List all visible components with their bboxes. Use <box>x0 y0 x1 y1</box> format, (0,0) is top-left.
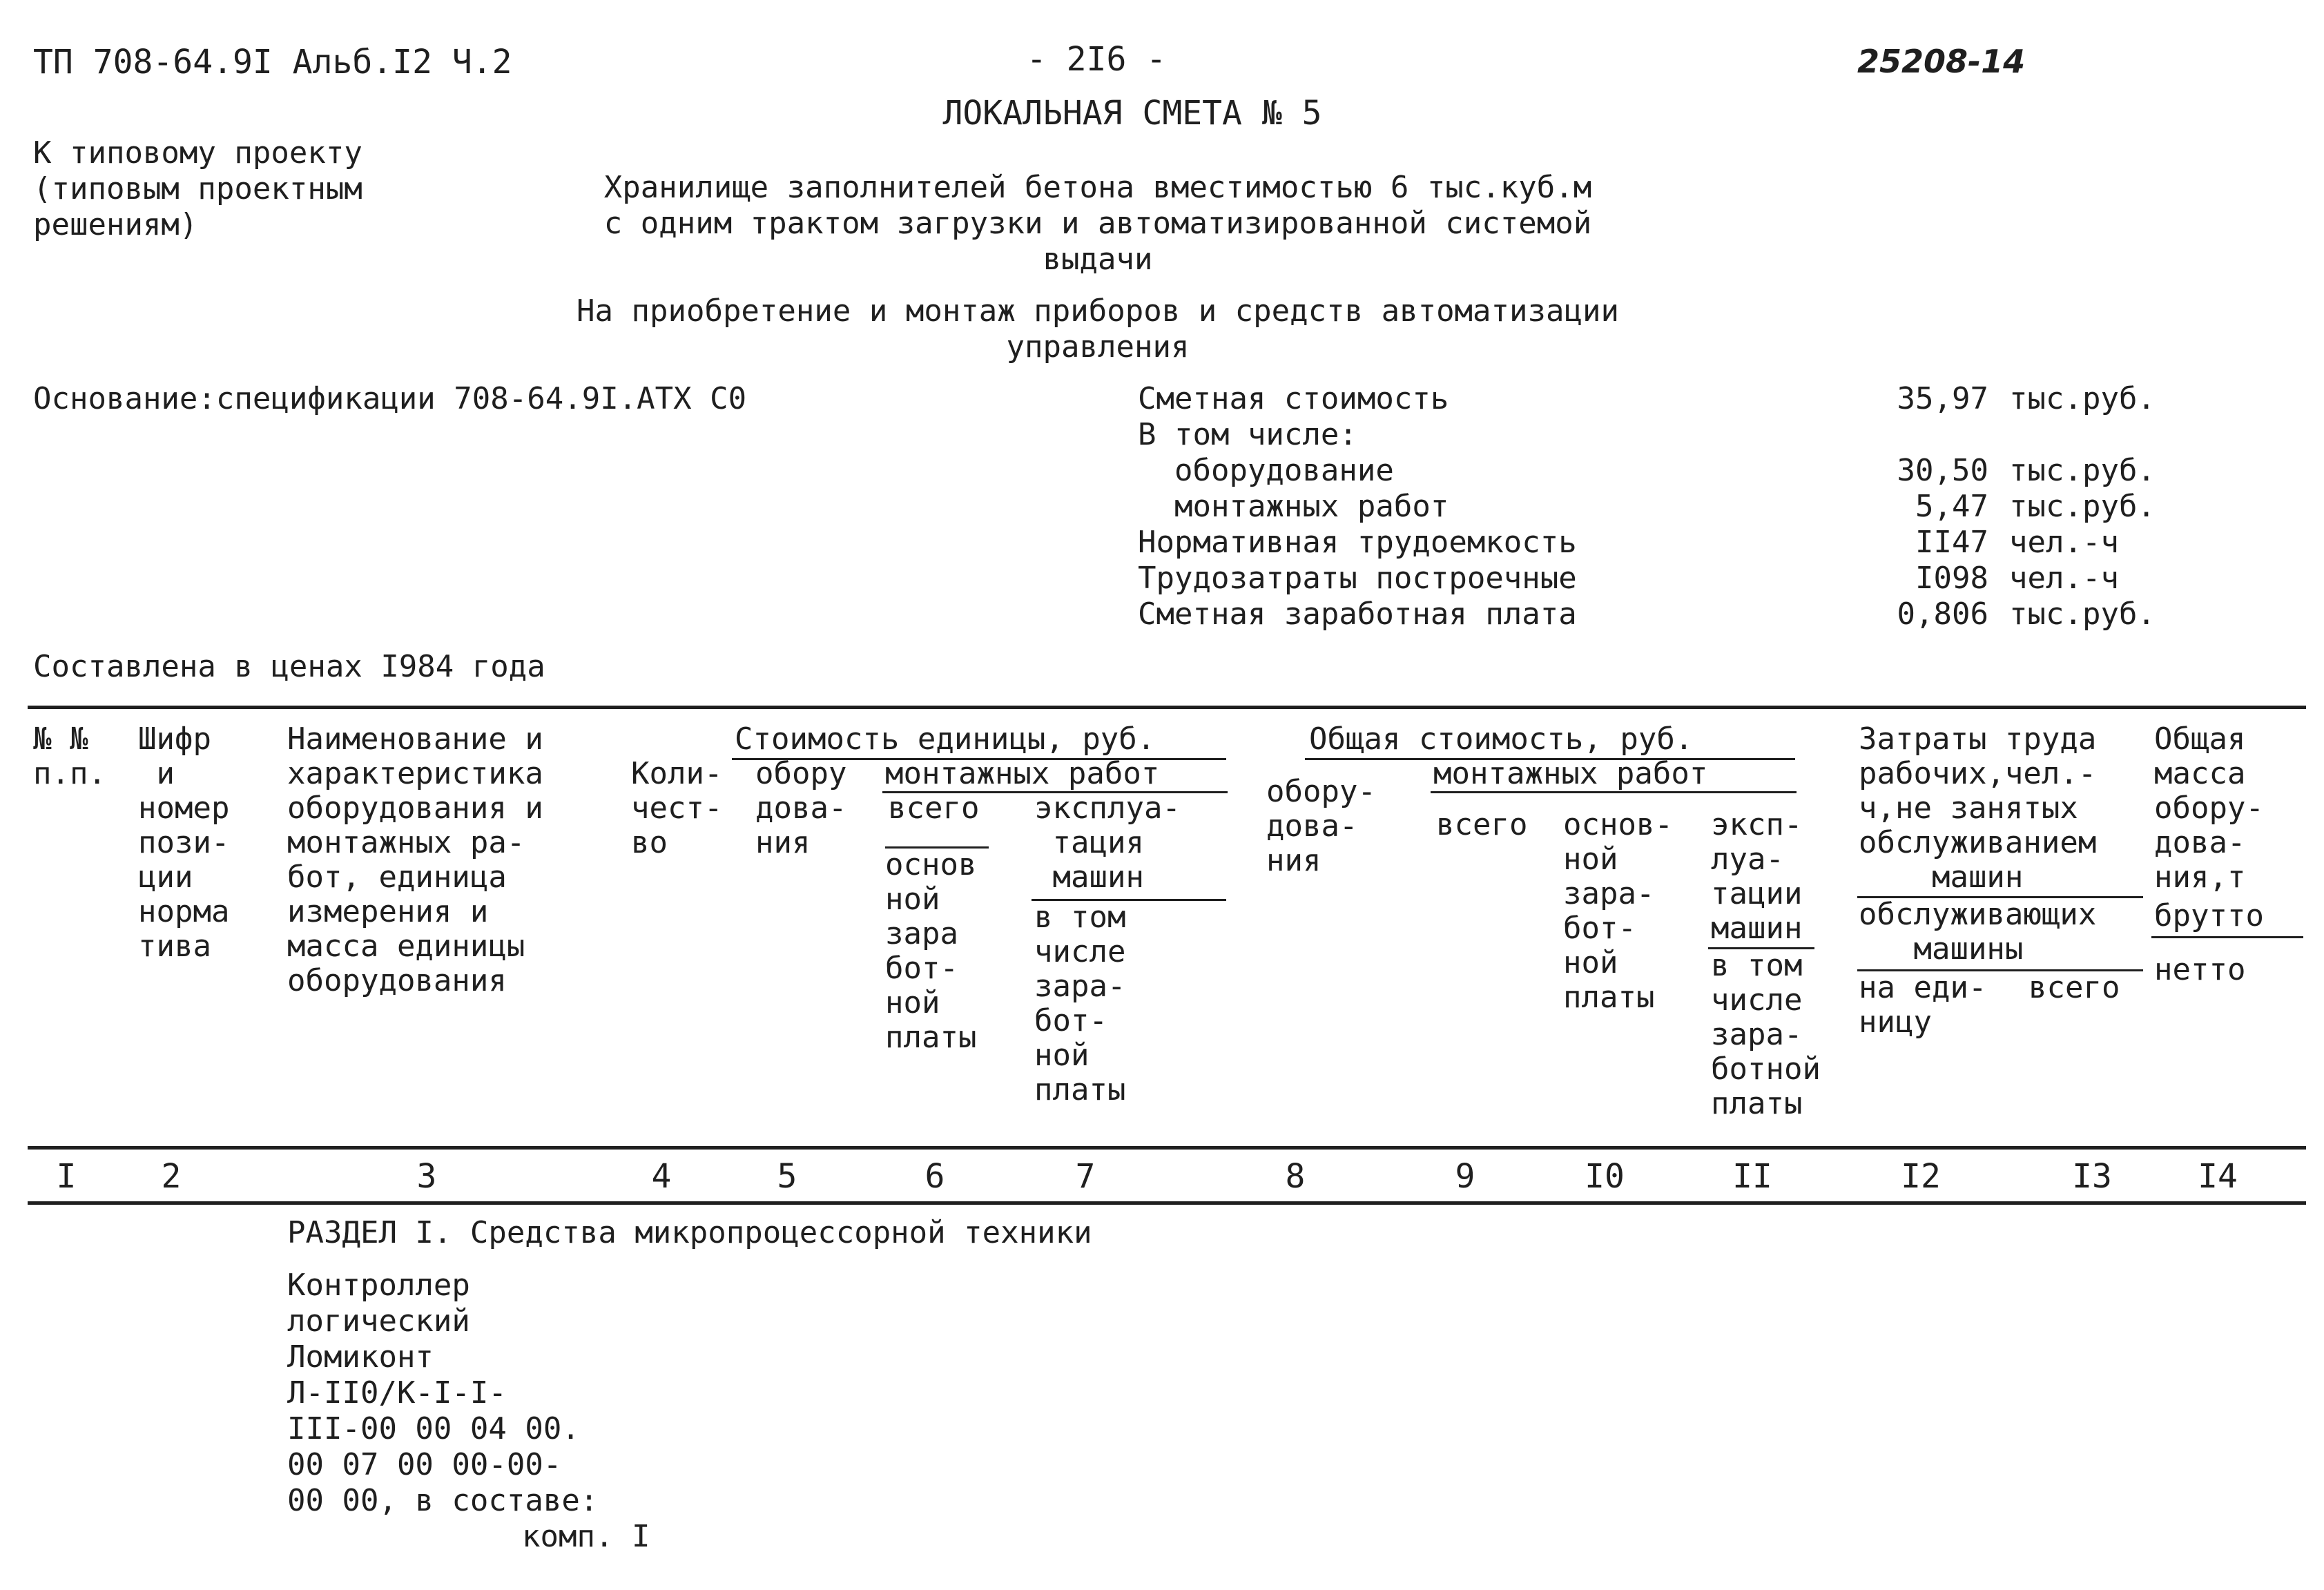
col-machine-salary-header: в том числе зара- бот- ной платы <box>1034 900 1126 1107</box>
summary-value: 0,806 <box>1897 597 1988 632</box>
col-quantity-header: Коли- чест- во <box>631 756 723 860</box>
object-name: Хранилище заполнителей бетона вместимостью 6 тыс.куб.м с одним трактом загрузки и автоматизированной системой выдачи <box>603 170 1592 277</box>
column-number: 4 <box>651 1157 672 1196</box>
col-mounting-total-header: всего <box>888 791 980 826</box>
estimate-purpose: На приобретение и монтаж приборов и средств автоматизации управления <box>577 293 1619 365</box>
col-number-header: № № п.п. <box>33 721 106 791</box>
column-number: I2 <box>1901 1157 1941 1196</box>
mounting-total-rule <box>1431 791 1797 793</box>
col-basic-salary-total-header: основ- ной зара- бот- ной платы <box>1563 807 1673 1015</box>
col-code-header: Шифр и номер пози- ции норма тива <box>138 721 230 964</box>
col-mass-header: Общая масса обору- дова- ния,т <box>2154 721 2264 895</box>
col-labor-per-unit-header: на еди- ницу <box>1859 970 1987 1040</box>
item-description-line: Контроллер <box>287 1268 470 1303</box>
summary-unit: тыс.руб. <box>2009 381 2156 416</box>
summary-unit: чел.-ч <box>2009 561 2119 596</box>
col-equipment-unit-header: обору дова- ния <box>755 756 847 860</box>
labor-group-header: Затраты труда рабочих,чел.- ч,не занятых обслуживанием машин <box>1859 721 2097 895</box>
handwritten-code: 25208-14 <box>1857 43 2026 80</box>
column-number: 6 <box>924 1157 945 1196</box>
column-number: I0 <box>1585 1157 1625 1196</box>
item-unit: комп. I <box>522 1519 650 1554</box>
table-top-rule <box>28 706 2306 709</box>
column-number: 2 <box>161 1157 182 1196</box>
col-mass-brutto-header: брутто <box>2154 898 2264 933</box>
column-number: I <box>56 1157 77 1196</box>
total-cost-group-header: Общая стоимость, руб. <box>1309 721 1694 757</box>
table-row <box>287 1268 650 1555</box>
col-mounting-all-header: всего <box>1436 807 1528 842</box>
column-number: II <box>1732 1157 1772 1196</box>
mounting-total-group-header: монтажных работ <box>1433 756 1708 791</box>
summary-label: В том числе: <box>1138 417 1357 452</box>
col-name-header: Наименование и характеристика оборудования и монтажных ра- бот, единица измерения и масса единицы оборудования <box>287 721 543 998</box>
item-description-line: логический <box>287 1303 470 1339</box>
col-mass-netto-header: нетто <box>2154 952 2246 987</box>
summary-label: Сметная заработная плата <box>1138 597 1577 632</box>
column-number: 7 <box>1075 1157 1096 1196</box>
summary-unit: тыс.руб. <box>2009 489 2156 524</box>
prices-year-line: Составлена в ценах I984 года <box>33 649 545 684</box>
mass-split-rule <box>2151 936 2303 938</box>
basis-line: Основание:спецификации 708-64.9I.АТХ С0 <box>33 381 747 416</box>
column-number: I4 <box>2198 1157 2238 1196</box>
summary-value: 35,97 <box>1897 381 1988 416</box>
item-description-line: Ломиконт <box>287 1339 434 1375</box>
summary-unit: тыс.руб. <box>2009 597 2156 632</box>
column-number: 8 <box>1285 1157 1306 1196</box>
summary-value: II47 <box>1915 525 1988 560</box>
header-bottom-rule <box>28 1146 2306 1150</box>
item-description-line: Л-II0/К-I-I- <box>287 1375 507 1410</box>
summary-value: 5,47 <box>1915 489 1988 524</box>
column-number: 9 <box>1455 1157 1475 1196</box>
mounting-unit-group-header: монтажных работ <box>885 756 1160 791</box>
summary-unit: чел.-ч <box>2009 525 2119 560</box>
summary-value: I098 <box>1915 561 1988 596</box>
col-machine-operation-total-header: эксп- луа- тации машин <box>1711 807 1803 946</box>
col-equipment-total-header: обору- дова- ния <box>1266 774 1376 878</box>
summary-label: Нормативная трудоемкость <box>1138 525 1577 560</box>
summary-label: Сметная стоимость <box>1138 381 1449 416</box>
estimate-title: ЛОКАЛЬНАЯ СМЕТА № 5 <box>942 94 1322 133</box>
item-description-line: 00 00, в составе: <box>287 1483 599 1518</box>
unit-cost-group-header: Стоимость единицы, руб. <box>735 721 1156 757</box>
item-description-line: 00 07 00 00-00- <box>287 1447 562 1482</box>
summary-label: оборудование <box>1138 453 1394 488</box>
section-title: РАЗДЕЛ I. Средства микропроцессорной техники <box>287 1215 1092 1250</box>
column-number: I3 <box>2072 1157 2112 1196</box>
col-basic-salary-header: основ ной зара бот- ной платы <box>885 847 977 1055</box>
col-machine-salary-total-header: в том числе зара- ботной платы <box>1711 948 1821 1121</box>
column-numbers-rule <box>28 1201 2306 1205</box>
col-machine-operation-header: эксплуа- тация машин <box>1034 791 1181 895</box>
to-project-note: К типовому проекту (типовым проектным решениям) <box>33 135 362 242</box>
summary-label: монтажных работ <box>1138 489 1449 524</box>
summary-label: Трудозатраты построечные <box>1138 561 1577 596</box>
column-number: 5 <box>777 1157 797 1196</box>
labor-sub-header: обслуживающих машины <box>1859 897 2097 967</box>
column-number: 3 <box>416 1157 437 1196</box>
page-number: - 2I6 - <box>1026 40 1167 79</box>
col-labor-total-header: всего <box>2028 970 2120 1005</box>
summary-value: 30,50 <box>1897 453 1988 488</box>
summary-unit: тыс.руб. <box>2009 453 2156 488</box>
item-description-line: III-00 00 04 00. <box>287 1411 580 1446</box>
document-code: ТП 708-64.9I Альб.I2 Ч.2 <box>33 43 512 81</box>
